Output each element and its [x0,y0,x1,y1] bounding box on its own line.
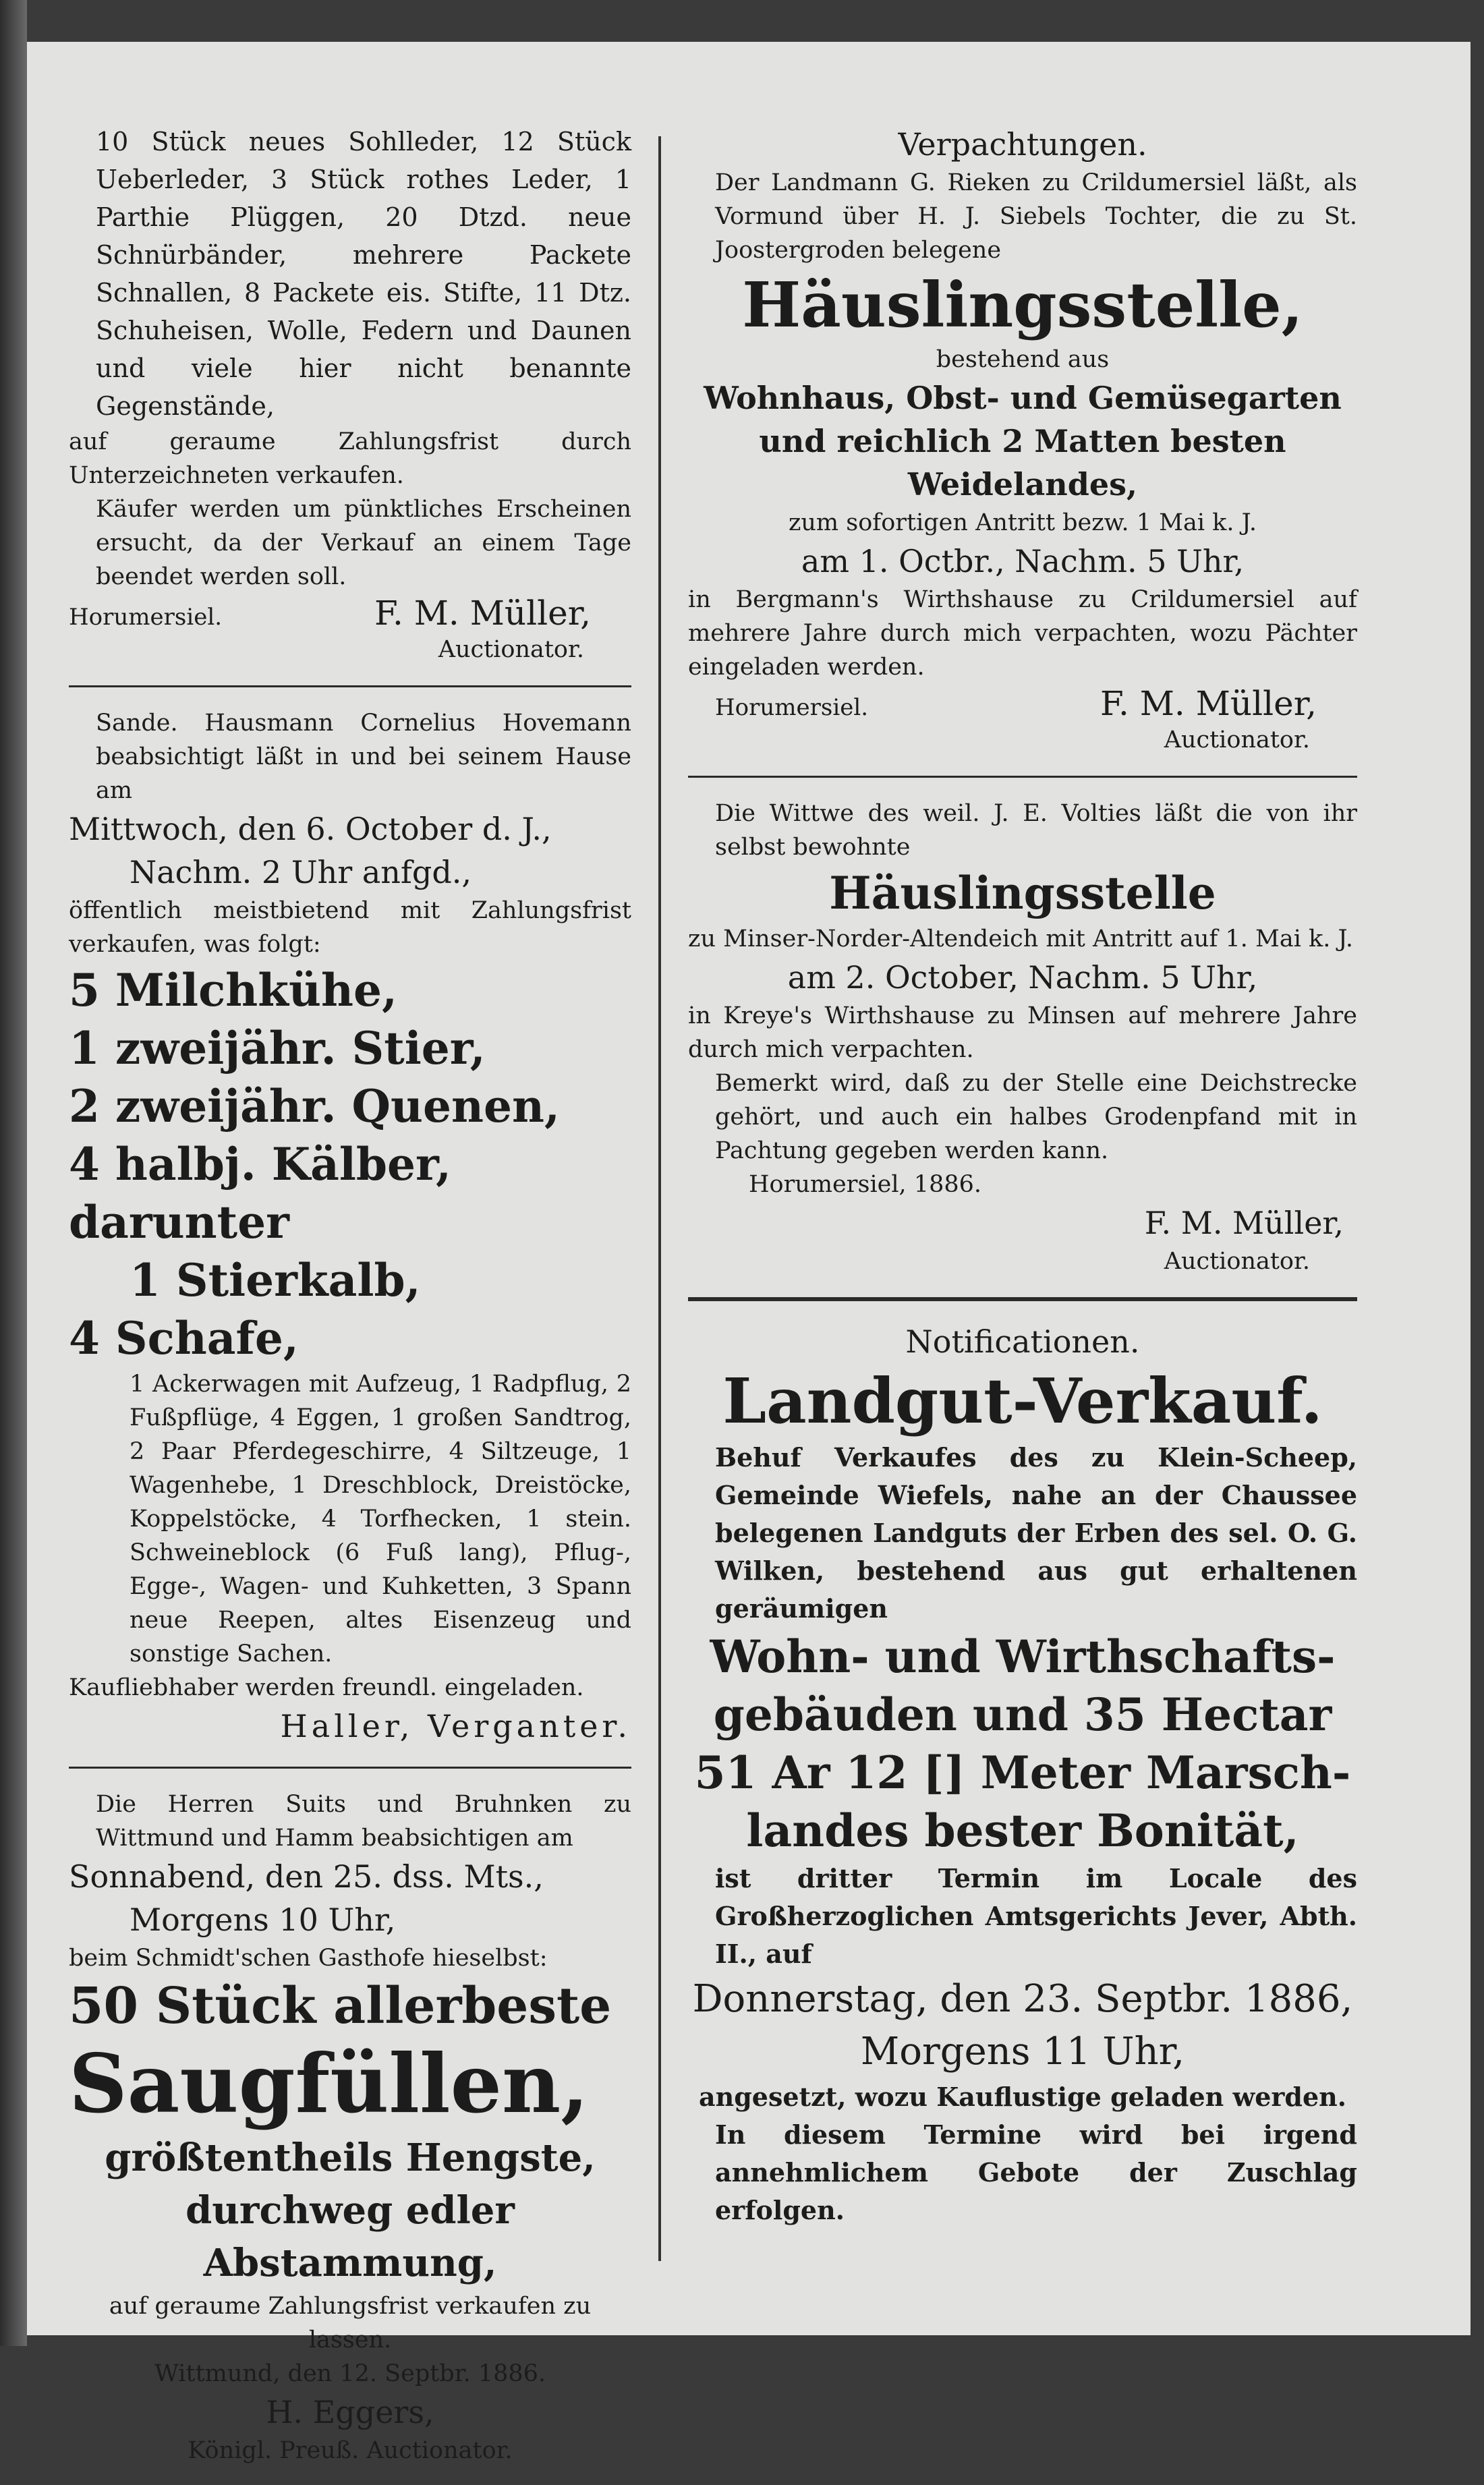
livestock-item: 4 Schafe, [69,1312,299,1365]
livestock-item: 2 zweijähr. Quenen, [69,1080,560,1133]
ad-start: zum sofortigen Antritt bezw. 1 Mai k. J. [788,509,1257,536]
ad-feature: gebäuden und 35 Hectar [713,1688,1332,1741]
ad-feature: und reichlich 2 Matten besten [759,423,1286,459]
left-column [69,123,631,2485]
signature-title: Auctionator. [1164,726,1310,753]
foal-auction-ad [69,1788,631,2467]
column-divider [658,136,661,2261]
section-heading: Verpachtungen. [898,126,1147,163]
livestock-item: 5 Milchkühe, [69,964,397,1017]
signature-name: F. M. Müller, [374,594,591,633]
lease-ad-1 [688,123,1357,757]
signature-place: Horumersiel. [69,604,223,631]
divider [688,1297,1357,1301]
equipment-list: 1 Ackerwagen mit Aufzeug, 1 Radpflug, 2 Fußpflüge, 4 Eggen, 1 großen Sandtrog, 2 Paar Pferdegeschirre, 4 Siltzeuge, 1 Wagenhebe, 1 Dreschblock, Dreistöcke, Koppelstöcke, 4 Torfhecken, 1 stein. Schweineblock (6 Fuß lang), Pflug-, Egge-, Wagen- und Kuhketten, 3 Spann neue Reepen, altes Eisenzeug und sonstige Sachen. [130,1371,631,1667]
ad-headline: Häuslingsstelle [829,867,1216,919]
ad-date: Mittwoch, den 6. October d. J., [69,811,552,847]
ad-dateline: Wittmund, den 12. Septbr. 1886. [154,2360,546,2387]
ad-dateline: Horumersiel, 1886. [749,1171,982,1198]
signature-place: Horumersiel. [715,694,869,721]
ad-terms: auf geraume Zahlungsfrist durch Unterzeichneten verkaufen. [69,428,631,489]
ad-terms: auf geraume Zahlungsfrist verkaufen zu lassen. [109,2293,592,2353]
cattle-auction-ad [69,706,631,1748]
ad-note: Bemerkt wird, daß zu der Stelle eine Deichstrecke gehört, und auch ein halbes Grodenpfand mit in Pachtung gegeben werden kann. [715,1070,1357,1164]
newspaper-page [27,42,1471,2464]
leather-auction-ad [69,123,631,666]
ad-venue: beim Schmidt'schen Gasthofe hieselbst: [69,1945,548,1972]
signature-name: F. M. Müller, [1144,1205,1344,1241]
signature-title: Königl. Preuß. Auctionator. [188,2437,513,2464]
ad-date: Sonnabend, den 25. dss. Mts., [69,1858,544,1895]
ad-term: ist dritter Termin im Locale des Großherzoglichen Amtsgerichts Jever, Abth. II., auf [715,1863,1357,1969]
right-column [688,123,1357,2247]
ad-intro: Sande. Hausmann Cornelius Hovemann beabsichtigt läßt in und bei seinem Hause am [96,710,631,804]
ad-headline: Saugfüllen, [69,2036,589,2132]
ad-feature: Weidelandes, [907,466,1138,503]
ad-intro: Der Landmann G. Rieken zu Crildumersiel läßt, als Vormund über H. J. Siebels Tochter, die zu St. Joostergroden belegene [715,169,1357,264]
ad-time: Morgens 11 Uhr, [860,2030,1185,2074]
ad-count: 50 Stück allerbeste [69,1977,612,2035]
livestock-item: 1 zweijähr. Stier, [69,1022,486,1075]
signature-row [69,594,631,633]
lease-ad-2 [688,797,1357,1278]
signature-name: Haller, Verganter. [280,1708,631,1744]
ad-invite: angesetzt, wozu Kauflustige geladen werden. [698,2082,1347,2112]
ad-date: am 2. October, Nachm. 5 Uhr, [787,959,1258,996]
livestock-item: 1 Stierkalb, [130,1254,421,1307]
ad-feature: landes bester Bonität, [746,1804,1299,1857]
ad-feature: 51 Ar 12 [] Meter Marsch- [694,1746,1351,1799]
ad-time: Nachm. 2 Uhr anfgd., [130,854,472,890]
ad-date: Donnerstag, den 23. Septbr. 1886, [692,1977,1353,2021]
ad-intro: Die Herren Suits und Bruhnken zu Wittmund und Hamm beabsichtigen am [96,1791,631,1852]
ad-text: in Kreye's Wirthshause zu Minsen auf mehrere Jahre durch mich verpachten. [688,1002,1357,1063]
ad-intro: Die Wittwe des weil. J. E. Volties läßt die von ihr selbst bewohnte [715,800,1357,861]
ad-headline: Häuslingsstelle, [742,268,1303,341]
ad-terms: öffentlich meistbietend mit Zahlungsfrist verkaufen, was folgt: [69,897,631,958]
ad-subhead: durchweg edler Abstammung, [186,2188,515,2285]
ad-final: In diesem Termine wird bei irgend annehmlichem Gebote der Zuschlag erfolgen. [715,2119,1357,2225]
divider [69,1767,631,1769]
ad-time: Morgens 10 Uhr, [130,1902,396,1938]
ad-location: zu Minser-Norder-Altendeich mit Antritt auf 1. Mai k. J. [688,925,1353,952]
signature-title: Auctionator. [438,636,584,663]
signature-name: F. M. Müller, [1100,684,1317,723]
livestock-item: 4 halbj. Kälber, darunter [69,1138,451,1249]
ad-invite: Kaufliebhaber werden freundl. eingeladen. [69,1674,584,1701]
divider [688,776,1357,778]
divider [69,685,631,687]
ad-text: in Bergmann's Wirthshause zu Crildumersiel auf mehrere Jahre durch mich verpachten, wozu Pächter eingeladen werden. [688,586,1357,681]
ad-feature: Wohn- und Wirthschafts- [710,1630,1336,1683]
ad-date: am 1. Octbr., Nachm. 5 Uhr, [801,543,1245,579]
signature-row [688,684,1357,723]
ad-headline: Landgut-Verkauf. [722,1365,1323,1437]
book-spine [0,0,27,2346]
ad-item-list: 10 Stück neues Sohlleder, 12 Stück Ueberleder, 3 Stück rothes Leder, 1 Parthie Plüggen, 20 Dtzd. neue Schnürbänder, mehrere Packete Schnallen, 8 Packete eis. Stifte, 11 Dtz. Schuheisen, Wolle, Federn und Daunen und viele hier nicht benannte Gegenstände, [96,127,631,421]
ad-subhead: größtentheils Hengste, [105,2136,596,2180]
signature-name: H. Eggers, [266,2394,434,2430]
ad-feature: Wohnhaus, Obst- und Gemüsegarten [704,380,1342,416]
ad-consist: bestehend aus [936,346,1110,373]
estate-sale-ad [688,1320,1357,2229]
signature-title: Auctionator. [1164,1248,1310,1275]
section-heading: Notificationen. [905,1323,1140,1360]
ad-intro: Behuf Verkaufes des zu Klein-Scheep, Gemeinde Wiefels, nahe an der Chaussee belegenen Landguts der Erben des sel. O. G. Wilken, bestehend aus gut erhaltenen geräumigen [715,1442,1357,1624]
ad-notice: Käufer werden um pünktliches Erscheinen ersucht, da der Verkauf an einem Tage beendet werden soll. [96,496,631,590]
